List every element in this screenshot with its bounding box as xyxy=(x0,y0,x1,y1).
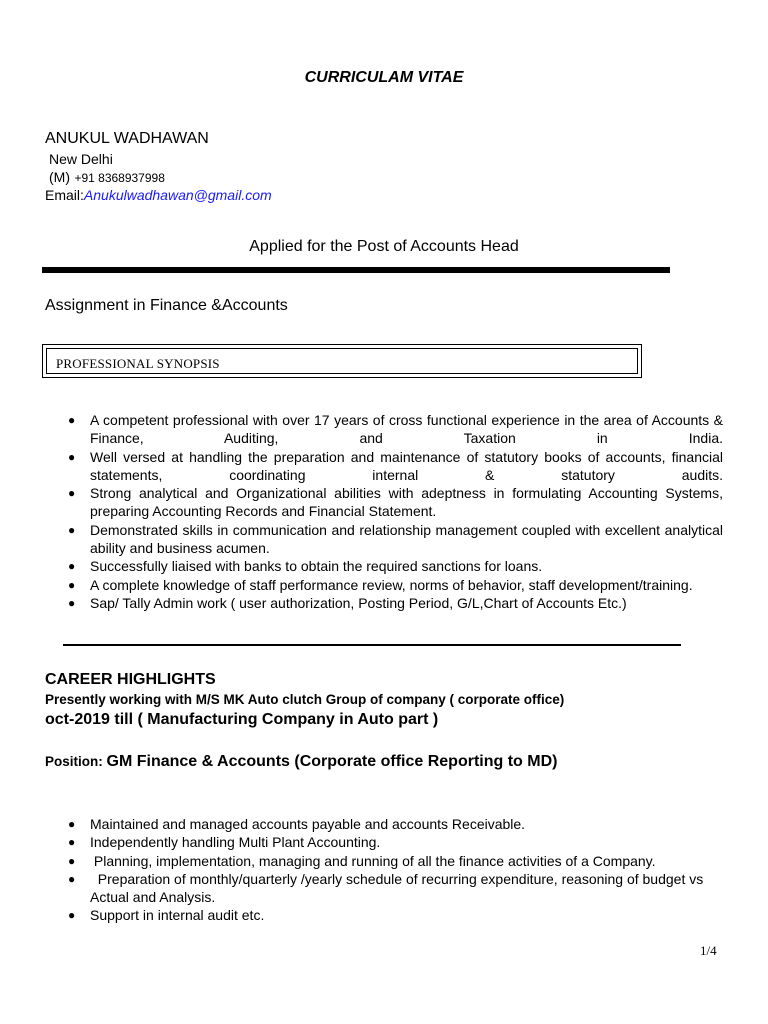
list-item: ● Preparation of monthly/quarterly /yearly schedule of recurring expenditure, reasoning of budget vs Actual and Analysis. xyxy=(68,870,707,906)
bullet-icon: ● xyxy=(68,595,76,610)
list-item: ● A competent professional with over 17 years of cross functional experience in the area of Accounts & Finance, Auditing, and Taxation in India. xyxy=(68,412,723,447)
section-divider-thin xyxy=(63,644,681,646)
bullet-icon: ● xyxy=(68,449,76,464)
candidate-name: ANUKUL WADHAWAN xyxy=(45,130,209,147)
section-divider-thick xyxy=(42,267,670,273)
position-value: GM Finance & Accounts (Corporate office Reporting to MD) xyxy=(106,753,558,770)
page-number: 1/4 xyxy=(700,943,717,958)
bullet-icon: ● xyxy=(68,835,76,850)
list-item: ● Support in internal audit etc. xyxy=(68,907,265,924)
list-item: ● Strong analytical and Organizational abilities with adeptness in formulating Accounting Systems, preparing Accounting Records and Financial Statement. xyxy=(68,485,723,520)
candidate-email xyxy=(45,187,272,203)
assignment-heading: Assignment in Finance &Accounts xyxy=(45,297,288,314)
candidate-mobile xyxy=(49,169,165,187)
bullet-icon: ● xyxy=(68,413,76,427)
list-item: ● Well versed at handling the preparation and maintenance of statutory books of accounts, financial statements, coordinating internal & statutory audits. xyxy=(68,448,723,483)
bullet-icon: ● xyxy=(68,577,76,592)
synopsis-heading: PROFESSIONAL SYNOPSIS xyxy=(56,356,220,371)
list-item: ● Independently handling Multi Plant Accounting. xyxy=(68,834,381,851)
bullet-icon: ● xyxy=(68,908,76,923)
bullet-icon: ● xyxy=(68,871,76,886)
bullet-icon: ● xyxy=(68,559,76,574)
employment-period: oct-2019 till ( Manufacturing Company in Auto part ) xyxy=(45,711,439,728)
email-label: Email: xyxy=(45,187,84,203)
bullet-icon: ● xyxy=(68,522,76,537)
document-title: CURRICULAM VITAE xyxy=(304,69,464,86)
bullet-icon: ● xyxy=(68,817,76,831)
bullet-icon: ● xyxy=(68,486,76,501)
bullet-icon: ● xyxy=(68,853,76,868)
career-list xyxy=(46,815,723,925)
mobile-prefix: (M) xyxy=(49,169,70,185)
list-item: ● Planning, implementation, managing and running of all the finance activities of a Company. xyxy=(68,852,656,869)
list-item: ● Sap/ Tally Admin work ( user authorization, Posting Period, G/L,Chart of Accounts Etc.) xyxy=(68,594,627,611)
current-employer: Presently working with M/S MK Auto clutch Group of company ( corporate office) xyxy=(45,692,565,707)
list-item: ● A complete knowledge of staff performance review, norms of behavior, staff development/training. xyxy=(68,576,693,593)
position-label: Position: xyxy=(45,754,107,769)
list-item: ● Successfully liaised with banks to obtain the required sanctions for loans. xyxy=(68,558,543,575)
synopsis-heading-box xyxy=(42,344,642,378)
list-item: ● Demonstrated skills in communication and relationship management coupled with excellent analytical ability and business acumen. xyxy=(68,521,723,557)
candidate-city: New Delhi xyxy=(49,151,113,167)
synopsis-heading-box-inner xyxy=(46,348,638,374)
career-heading: CAREER HIGHLIGHTS xyxy=(45,671,216,688)
position-line xyxy=(45,753,557,771)
email-link[interactable]: Anukulwadhawan@gmail.com xyxy=(83,187,272,203)
synopsis-list xyxy=(46,411,723,612)
mobile-number: +91 8368937998 xyxy=(74,171,165,185)
applied-for-heading: Applied for the Post of Accounts Head xyxy=(249,238,519,255)
list-item: ● Maintained and managed accounts payable and accounts Receivable. xyxy=(68,816,526,832)
